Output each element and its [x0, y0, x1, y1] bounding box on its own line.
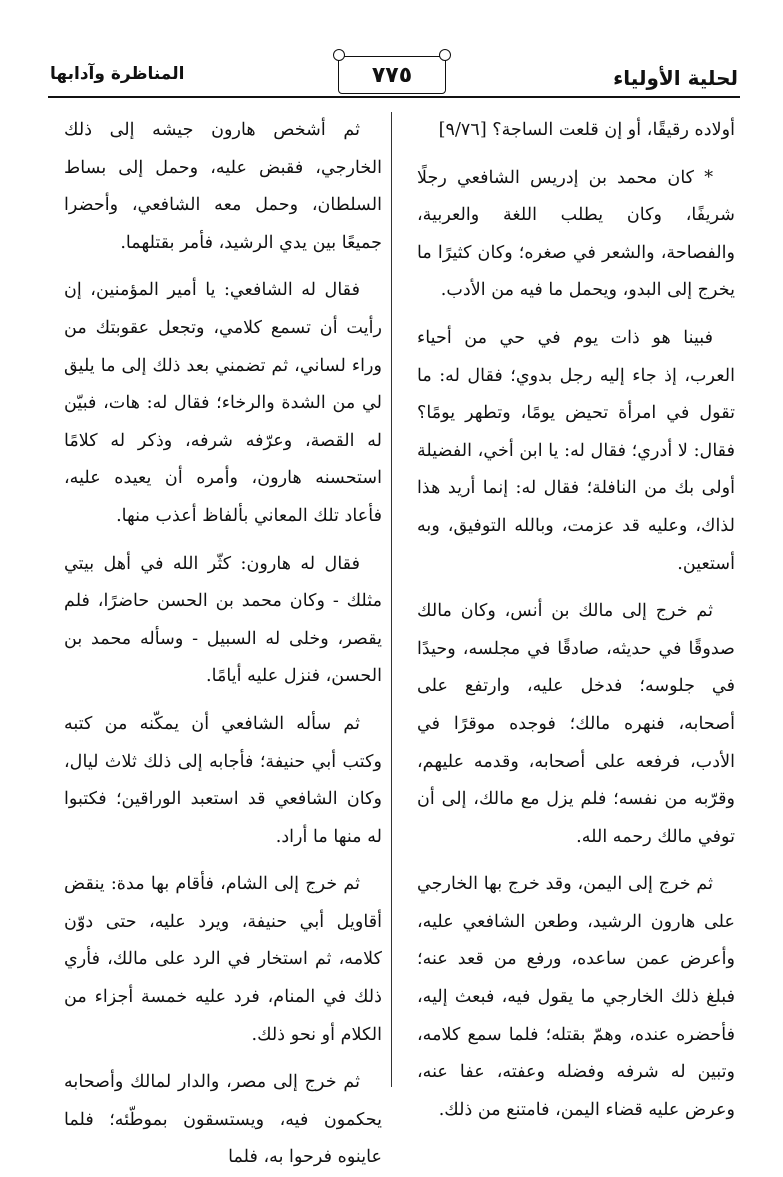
page-header	[48, 52, 740, 102]
paragraph: ثم خرج إلى اليمن، وقد خرج بها الخارجي على هارون الرشيد، وطعن الشافعي عليه، وأعرض عمن ساعده، ورفع من قعد عنه؛ فبلغ ذلك الخارجي ما يقول فيه، فبعث إليه، فأحضره عنده، وهمّ بقتله؛ فلما سمع كلامه، وتبين له شرفه وفضله وعفته، عفا عنه، وعرض عليه قضاء اليمن، فامتنع من ذلك.	[417, 874, 735, 1120]
page-number: ٧٧٥	[371, 62, 413, 88]
paragraph: أولاده رقيقًا، أو إن قلعت الساجة؟ [٩/٧٦]	[438, 120, 735, 140]
column-divider	[391, 112, 392, 1087]
paragraph: فبينا هو ذات يوم في حي من أحياء العرب، إذ جاء إليه رجل بدوي؛ فقال له: ما تقول في امرأة تحيض يومًا، وتطهر يومًا؟ فقال: لا أدري؛ فقال له: يا ابن أخي، الفضيلة أولى بك من النافلة؛ فقال له: إنما أريد هذا لذاك، وعليه قد عزمت، وبالله التوفيق، وبه أستعين.	[417, 327, 735, 574]
paragraph: * كان محمد بن إدريس الشافعي رجلًا شريفًا، وكان يطلب اللغة والعربية، والفصاحة، والشعر في صغره؛ وكان كثيرًا ما يخرج إلى البدو، ويحمل ما فيه من الأدب.	[417, 167, 735, 301]
header-rule	[48, 96, 740, 98]
paragraph: فقال له هارون: كثّر الله في أهل بيتي مثلك - وكان محمد بن الحسن حاضرًا، فلم يقصر، وخلى له السبيل - وسأله محمد بن الحسن، فنزل عليه أيامًا.	[64, 553, 382, 687]
paragraph: ثم خرج إلى مصر، والدار لمالك وأصحابه يحكمون فيه، ويستسقون بموطّئه؛ فلما عاينوه فرحوا به، فلما	[64, 1072, 382, 1168]
paragraph: ثم أشخص هارون جيشه إلى ذلك الخارجي، فقبض عليه، وحمل إلى بساط السلطان، وحمل معه الشافعي، وأحضرا جميعًا بين يدي الرشيد، فأمر بقتلهما.	[64, 120, 382, 253]
paragraph: ثم سأله الشافعي أن يمكّنه من كتبه وكتب أبي حنيفة؛ فأجابه إلى ذلك ثلاث ليال، وكان الشافعي قد استعبد الوراقين؛ فكتبوا له منها ما أراد.	[64, 713, 382, 847]
left-column	[64, 112, 382, 1177]
page-number-frame	[338, 56, 446, 94]
chapter-title: المناظرة وآدابها	[50, 64, 185, 84]
right-column	[417, 112, 735, 1129]
book-title: لحلية الأولياء	[613, 66, 738, 90]
paragraph: ثم خرج إلى الشام، فأقام بها مدة: ينقض أقاويل أبي حنيفة، ويرد عليه، حتى دوّن كلامه، ثم استخار في الرد على مالك، فأري ذلك في المنام، فرد عليه خمسة أجزاء من الكلام أو نحو ذلك.	[64, 874, 382, 1045]
paragraph: ثم خرج إلى مالك بن أنس، وكان مالك صدوقًا في حديثه، صادقًا في مجلسه، وحيدًا في جلوسه؛ فدخل عليه، وارتفع على أصحابه، فنهره مالك؛ فوجده موقرًا في الأدب، فرفعه على أصحابه، وقدمه عليهم، وقرّبه من نفسه؛ فلم يزل مع مالك، إلى أن توفي مالك رحمه الله.	[417, 601, 735, 847]
paragraph: فقال له الشافعي: يا أمير المؤمنين، إن رأيت أن تسمع كلامي، وتجعل عقوبتك من وراء لساني، ثم تضمني بعد ذلك إلى ما يليق لي من الشدة والرخاء؛ فقال له: هات، فبيّن له القصة، وعرّفه شرفه، وذكر له كلامًا استحسنه هارون، وأمره أن يعيده عليه، فأعاد تلك المعاني بألفاظ أعذب منها.	[64, 280, 382, 526]
